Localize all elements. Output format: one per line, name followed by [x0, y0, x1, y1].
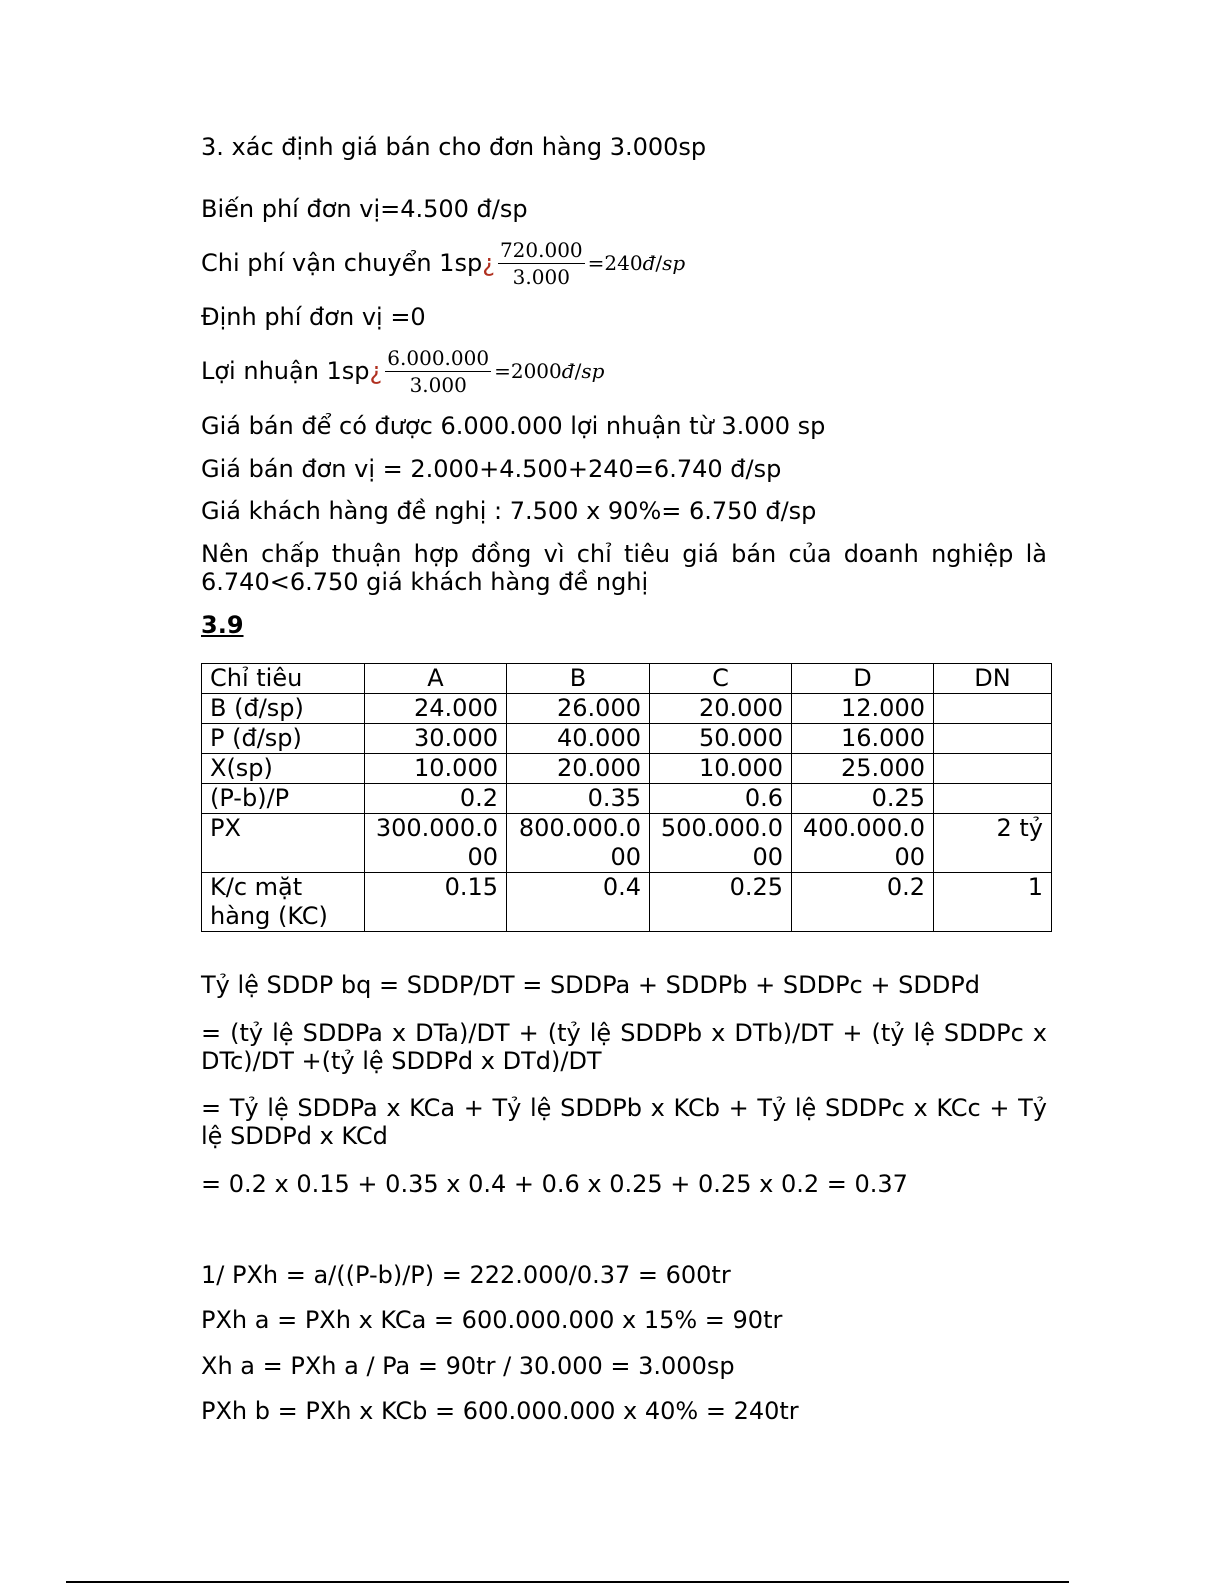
table-cell: 0.15: [365, 873, 507, 932]
table-cell: 0.35: [507, 784, 650, 814]
table-cell: (P-b)/P: [202, 784, 365, 814]
formula-line: = Tỷ lệ SDDPa x KCa + Tỷ lệ SDDPb x KCb + Tỷ lệ SDDPc x KCc + Tỷ lệ SDDPd x KCd: [201, 1094, 1047, 1150]
table-cell: 0.2: [365, 784, 507, 814]
table-row: [202, 754, 1052, 784]
table-cell: 20.000: [507, 754, 650, 784]
shipping-cost-line: [201, 235, 685, 291]
table-cell: 300.000.000: [365, 814, 507, 873]
table-cell: [934, 694, 1052, 724]
table-cell: 20.000: [650, 694, 792, 724]
table-cell: 0.4: [507, 873, 650, 932]
section-heading: 3.9: [201, 611, 244, 639]
shipping-numerator: 720.000: [499, 237, 583, 262]
broken-glyph: ¿: [369, 357, 383, 385]
table-cell: 500.000.000: [650, 814, 792, 873]
table-cell: 24.000: [365, 694, 507, 724]
table-cell: 26.000: [507, 694, 650, 724]
table-cell: [934, 724, 1052, 754]
section-title: 3. xác định giá bán cho đơn hàng 3.000sp: [201, 133, 707, 161]
table-cell: B (đ/sp): [202, 694, 365, 724]
table-cell: 800.000.000: [507, 814, 650, 873]
unit-price-line: Giá bán đơn vị = 2.000+4.500+240=6.740 đ/sp: [201, 455, 782, 483]
conclusion-paragraph: Nên chấp thuận hợp đồng vì chỉ tiêu giá bán của doanh nghiệp là 6.740<6.750 giá khách hàng đề nghị: [201, 540, 1047, 596]
table-row: [202, 724, 1052, 754]
profit-label: Lợi nhuận 1sp: [201, 357, 370, 385]
calc-line: 1/ PXh = a/((P-b)/P) = 222.000/0.37 = 600tr: [201, 1261, 731, 1289]
table-cell: 0.2: [792, 873, 934, 932]
table-header-cell: C: [650, 664, 792, 694]
table-cell: 30.000: [365, 724, 507, 754]
price-goal-line: Giá bán để có được 6.000.000 lợi nhuận từ 3.000 sp: [201, 412, 826, 440]
shipping-fraction: [498, 237, 585, 290]
page-bottom-rule: [66, 1581, 1069, 1583]
profit-result: =2000đ/sp: [494, 359, 605, 383]
profit-denominator: 3.000: [409, 372, 467, 397]
table-cell: [934, 754, 1052, 784]
calc-line: Xh a = PXh a / Pa = 90tr / 30.000 = 3.000sp: [201, 1352, 735, 1380]
table-cell: 0.25: [650, 873, 792, 932]
unit-fixed-cost-line: Định phí đơn vị =0: [201, 303, 426, 331]
table-cell: 12.000: [792, 694, 934, 724]
table-cell: PX: [202, 814, 365, 873]
table-header-cell: A: [365, 664, 507, 694]
formula-result-line: = 0.2 x 0.15 + 0.35 x 0.4 + 0.6 x 0.25 + 0.25 x 0.2 = 0.37: [201, 1170, 908, 1198]
profit-fraction: [385, 345, 491, 398]
table-row: [202, 814, 1052, 873]
calc-line: PXh a = PXh x KCa = 600.000.000 x 15% = 90tr: [201, 1306, 783, 1334]
calc-line: PXh b = PXh x KCb = 600.000.000 x 40% = 240tr: [201, 1397, 799, 1425]
data-table: [201, 663, 1052, 932]
variable-cost-line: Biến phí đơn vị=4.500 đ/sp: [201, 195, 528, 223]
table-row: [202, 694, 1052, 724]
table-header-cell: B: [507, 664, 650, 694]
profit-line: [201, 343, 604, 399]
table-header-cell: D: [792, 664, 934, 694]
table-cell: 0.6: [650, 784, 792, 814]
table-cell: 10.000: [365, 754, 507, 784]
table-row: [202, 873, 1052, 932]
table-header-cell: DN: [934, 664, 1052, 694]
formula-line: = (tỷ lệ SDDPa x DTa)/DT + (tỷ lệ SDDPb x DTb)/DT + (tỷ lệ SDDPc x DTc)/DT +(tỷ lệ SDDPd x DTd)/DT: [201, 1019, 1047, 1075]
table-cell: X(sp): [202, 754, 365, 784]
table-header-cell: Chỉ tiêu: [202, 664, 365, 694]
broken-glyph: ¿: [482, 249, 495, 277]
customer-price-line: Giá khách hàng đề nghị : 7.500 x 90%= 6.750 đ/sp: [201, 497, 817, 525]
table-row: [202, 784, 1052, 814]
table-cell: 25.000: [792, 754, 934, 784]
table-cell: [934, 784, 1052, 814]
table-cell: K/c mặt hàng (KC): [202, 873, 365, 932]
table-cell: 50.000: [650, 724, 792, 754]
table-cell: 10.000: [650, 754, 792, 784]
table-cell: P (đ/sp): [202, 724, 365, 754]
shipping-cost-label: Chi phí vận chuyển 1sp: [201, 249, 483, 277]
shipping-result: =240đ/sp: [587, 251, 686, 275]
formula-line: Tỷ lệ SDDP bq = SDDP/DT = SDDPa + SDDPb + SDDPc + SDDPd: [201, 971, 981, 999]
table-cell: 2 tỷ: [934, 814, 1052, 873]
table-cell: 0.25: [792, 784, 934, 814]
profit-numerator: 6.000.000: [387, 345, 490, 370]
table-cell: 40.000: [507, 724, 650, 754]
table-cell: 1: [934, 873, 1052, 932]
table-cell: 400.000.000: [792, 814, 934, 873]
shipping-denominator: 3.000: [512, 264, 570, 289]
table-header-row: [202, 664, 1052, 694]
table-cell: 16.000: [792, 724, 934, 754]
